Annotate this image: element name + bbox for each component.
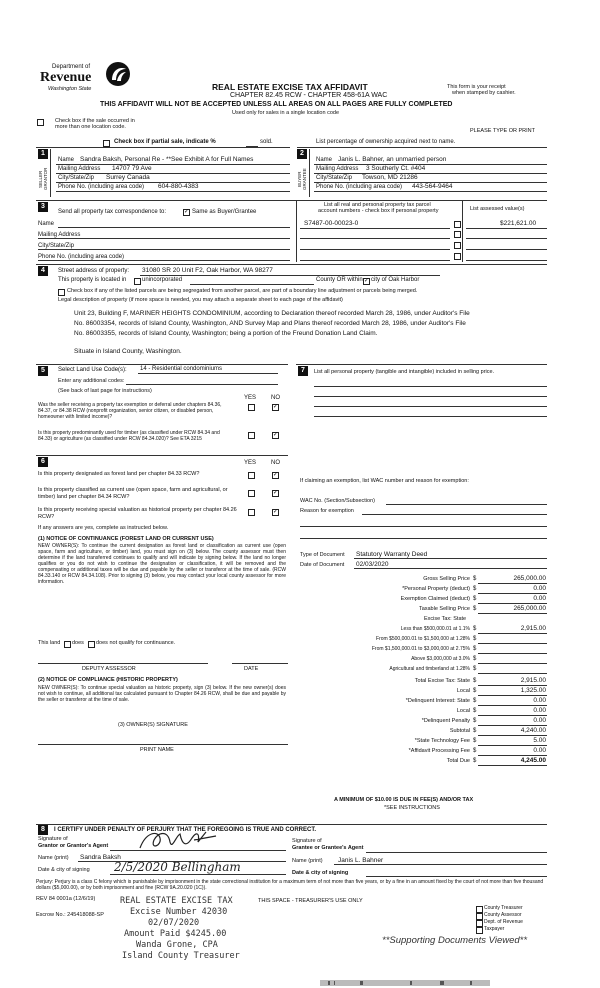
s5-question-1: Was the seller receiving a property tax exemption or deferral under chapters 84.36, 84.37, or 84.38 RCW (nonprofit organization, senior citizen, or disabled person, homeowner with limited income)? [38, 402, 222, 420]
same-as-buyer-label: Same as Buyer/Grantee [192, 209, 257, 215]
dor-logo [38, 64, 138, 96]
tax-row-value[interactable]: 265,000.00 [513, 605, 546, 612]
please-type-note: PLEASE TYPE OR PRINT [470, 128, 536, 134]
seller-phone[interactable]: 604-880-4383 [158, 183, 199, 190]
stamp-line-3: 02/07/2020 [148, 918, 200, 928]
tax-row-label: *Delinquent Interest: State [405, 698, 470, 704]
barcode-strip [320, 980, 490, 986]
buyer-mailing[interactable]: 3 Southerly Ct. #404 [366, 165, 426, 172]
tax-row-label: Subtotal [449, 728, 470, 734]
tax-row-label: Total Excise Tax: State [414, 678, 470, 684]
grantee-date-city-label: Date & city of signing [292, 870, 349, 876]
seller-city-label: City/State/Zip [58, 175, 95, 181]
supporting-docs-note: **Supporting Documents Viewed** [382, 935, 528, 946]
street-address-label: Street address of property: [58, 268, 130, 274]
buyer-mailing-label: Mailing Address [316, 166, 359, 172]
tax-row-label: Local [456, 708, 470, 714]
parcel-header-2: account numbers - check box if personal property [318, 208, 439, 214]
seller-mailing-label: Mailing Address [58, 166, 101, 172]
s5-no-header: NO [271, 395, 280, 401]
tax-row-label: Exemption Claimed (deduct) [400, 596, 470, 602]
grantor-signature-image [136, 826, 226, 854]
s6-if-yes: If any answers are yes, complete as instructed below. [38, 525, 169, 531]
same-as-buyer-checkbox[interactable]: ✓ [184, 209, 190, 215]
assessed-value[interactable]: $221,621.00 [500, 220, 537, 227]
stamp-line-5: Wanda Grone, CPA [136, 940, 218, 950]
doc-date[interactable]: 02/03/2020 [356, 561, 389, 568]
owner-signature-label: (3) OWNER(S) SIGNATURE [118, 722, 188, 728]
buyer-city[interactable]: Towson, MD 21286 [362, 174, 418, 181]
see-instructions-note: *SEE INSTRUCTIONS [384, 805, 440, 811]
tax-row-dollar: $ [473, 698, 477, 704]
escrow-number: Escrow No.: 245418088-SP [36, 912, 104, 918]
tax-row-dollar: $ [473, 666, 477, 672]
dist-county-assessor-checkbox[interactable] [476, 913, 483, 920]
tax-row-label: Agricultural and timberland at 1.28% [389, 666, 470, 672]
tax-row-label: *Personal Property (deduct) [402, 586, 470, 592]
minimum-due-note: A MINIMUM OF $10.00 IS DUE IN FEE(S) AND/OR TAX [334, 797, 474, 803]
tax-row-dollar: $ [473, 626, 477, 632]
send-correspondence-label: Send all property tax correspondence to: [58, 209, 167, 215]
form-warning: THIS AFFIDAVIT WILL NOT BE ACCEPTED UNLESS ALL AREAS ON ALL PAGES ARE FULLY COMPLETED [100, 101, 453, 108]
tax-row-label: Above $3,000,000 at 3.0% [411, 656, 470, 662]
s6-question-1: Is this property designated as forest land per chapter 84.33 RCW? [38, 471, 200, 477]
receipt-note-2: when stamped by cashier. [452, 90, 516, 96]
certify-statement: I CERTIFY UNDER PENALTY OF PERJURY THAT THE FOREGOING IS TRUE AND CORRECT. [54, 827, 317, 833]
s6-q2-yes-checkbox[interactable] [248, 490, 255, 497]
tax-row-dollar: $ [473, 596, 477, 602]
seller-mailing[interactable]: 14707 79 Ave [112, 165, 152, 172]
partial-sale-label: Check box if partial sale, indicate % [114, 139, 216, 145]
grantor-name-print-label: Name (print) [38, 855, 69, 861]
parcel-1-personal-checkbox[interactable] [454, 221, 461, 228]
form-subtitle: CHAPTER 82.45 RCW - CHAPTER 458-61A WAC [230, 92, 388, 99]
tax-row-value[interactable]: 0.00 [533, 697, 546, 704]
tax-city-label: City/State/Zip [38, 243, 75, 249]
city-of-label: city of Oak Harbor [371, 277, 420, 283]
parcel-4-personal-checkbox[interactable] [454, 253, 461, 260]
ownership-note: List percentage of ownership acquired next to name. [316, 139, 456, 145]
unincorporated-label: unincorporated [142, 277, 183, 283]
tax-row-value[interactable]: 0.00 [533, 717, 546, 724]
notice1-title: (1) NOTICE OF CONTINUANCE (FOREST LAND OR CURRENT USE) [38, 536, 214, 542]
grantee-sig-label-2: Grantee or Grantee's Agent [292, 845, 364, 851]
receipt-note-1: This form is your receipt [447, 84, 506, 90]
tax-row-dollar: $ [473, 708, 477, 714]
buyer-name-label: Name [316, 157, 333, 163]
tax-row-dollar: $ [473, 646, 477, 652]
tax-row-value[interactable]: 0.00 [533, 707, 546, 714]
grantee-name-print-label: Name (print) [292, 858, 323, 864]
buyer-phone-label: Phone No. (including area code) [316, 184, 403, 190]
this-land-label: This land [38, 640, 61, 646]
personal-property-label: List all personal property (tangible and intangible) included in selling price. [314, 369, 495, 375]
does-not-qualify-checkbox[interactable] [88, 641, 95, 648]
exemption-claim-label: If claiming an exemption, list WAC number and reason for exemption: [300, 478, 469, 484]
reason-label: Reason for exemption [300, 508, 354, 514]
doc-date-label: Date of Document [300, 562, 345, 568]
legal-line-2: No. 86003354, records of Island County, Washington, AND Survey Map and Plans thereof recorded March 28, 1986, under Auditor's File [74, 320, 466, 327]
multi-location-checkbox[interactable] [37, 119, 44, 126]
s6-q1-no-checkbox[interactable]: ✓ [273, 472, 279, 478]
multi-location-label-1: Check box if the sale occurred in [55, 118, 135, 124]
dist-taxpayer: Taxpayer [484, 926, 505, 932]
buyer-name[interactable]: Janis L. Bahner, an unmarried person [338, 156, 447, 163]
s5-q1-yes-checkbox[interactable] [248, 404, 255, 411]
dist-taxpayer-checkbox[interactable] [476, 927, 483, 934]
does-not-label: does not qualify for continuance. [96, 640, 176, 646]
seller-name-label: Name [58, 157, 75, 163]
tax-row-dollar: $ [473, 586, 477, 592]
treasurer-use-label: THIS SPACE - TREASURER'S USE ONLY [258, 898, 363, 904]
stamp-line-2: Excise Number 42030 [130, 907, 228, 917]
legal-line-3: No. 86003355, records of Island County, Washington; being a portion of the Freund Donation Land Claim. [74, 330, 378, 337]
doc-type[interactable]: Statutory Warranty Deed [356, 551, 428, 558]
s5-yes-header: YES [244, 395, 257, 401]
rev-number: REV 84 0001a (12/6/19) [36, 896, 96, 902]
tax-row-dollar: $ [473, 656, 477, 662]
notice2-title: (2) NOTICE OF COMPLIANCE (HISTORIC PROPERTY) [38, 677, 178, 683]
stamp-line-6: Island County Treasurer [122, 951, 240, 961]
additional-codes-label: Enter any additional codes: [58, 378, 125, 384]
buyer-city-label: City/State/Zip [316, 175, 353, 181]
multi-location-label-2: more than one location code. [55, 124, 126, 130]
s5-question-2: Is this property predominantly used for timber (as classified under RCW 84.34 and 84.33) or agriculture (as classified under RCW 84.34.020)? See ETA 3215 [38, 430, 220, 442]
tax-row-label: Gross Selling Price [423, 576, 470, 582]
tax-row-label: Taxable Selling Price [418, 606, 470, 612]
tax-row-value[interactable]: 4,245.00 [520, 757, 546, 764]
grantor-sig-label-1: Signature of [38, 836, 68, 842]
parcel-number[interactable]: S7487-00-00023-0 [304, 220, 359, 227]
seller-side-label: SELLER GRANTOR [38, 167, 48, 191]
dept-line-1: Department of [52, 64, 91, 70]
within-city-checkbox[interactable]: ✓ [364, 278, 370, 284]
located-label: This property is located in [58, 277, 127, 283]
perjury-notice: Perjury: Perjury is a class C felony which is punishable by imprisonment in the state correctional institution for a maximum term of not more than five years, or by a fine in an amount fixed by the court of not more than five thousand dollars ($5,000.00), or by both imprisonment and fine (RCW 9A.20.020 (1C)). [36, 879, 544, 891]
tax-row-label: From $1,500,000.01 to $3,000,000 at 2.75% [371, 646, 470, 652]
partial-sale-checkbox[interactable] [103, 140, 110, 147]
notice2-text: NEW OWNER(S): To continue special valuation as historic property, sign (3) below. If the new owner(s) does not wish to continue, all additional tax calculated pursuant to Chapter 84.26 RCW, shall be due and payable by the seller or transferor at the time of sale. [38, 685, 286, 703]
tax-row-value[interactable]: 5.00 [533, 737, 546, 744]
stamp-line-4: Amount Paid $4245.00 [124, 929, 227, 939]
tax-row-dollar: $ [473, 678, 477, 684]
dist-county-treasurer: County Treasurer [484, 905, 523, 911]
tax-row-value[interactable]: 1,325.00 [520, 687, 546, 694]
s6-question-3: Is this property receiving special valuation as historical property per chapter 84.26 RCW? [38, 507, 237, 520]
grantor-date-city-label: Date & city of signing [38, 867, 90, 873]
segregated-label: Check box if any of the listed parcels are being segregated from another parcel, are part of a boundary line adjustment or parcels being merged. [67, 288, 418, 294]
tax-row-label: Local [456, 688, 470, 694]
parcel-header-1: List all real and personal property tax parcel [324, 202, 431, 208]
legal-line-1: Unit 23, Building F, MARINER HEIGHTS CONDOMINIUM, according to Declaration thereof recorded March 28, 1986, under Auditor's File [74, 310, 470, 317]
doc-type-label: Type of Document [300, 552, 345, 558]
dist-dept-revenue-checkbox[interactable] [476, 920, 483, 927]
s6-q3-yes-checkbox[interactable] [248, 509, 255, 516]
dist-county-treasurer-checkbox[interactable] [476, 906, 483, 913]
tax-row-value[interactable]: 2,915.00 [520, 625, 546, 632]
tax-row-label: *Affidavit Processing Fee [408, 748, 470, 754]
s6-question-2: Is this property classified as current use (open space, farm and agricultural, or timber) land per chapter 84.34 RCW? [38, 487, 228, 500]
form-title: REAL ESTATE EXCISE TAX AFFIDAVIT [212, 82, 368, 92]
s5-q2-no-checkbox[interactable]: ✓ [273, 432, 279, 438]
tax-row-dollar: $ [473, 748, 477, 754]
s6-q3-no-checkbox[interactable]: ✓ [273, 509, 279, 515]
grantor-date-city[interactable]: 2/5/2020 Bellingham [114, 860, 241, 874]
dept-line-2: Revenue [40, 70, 92, 85]
section-5-number: 5 [38, 366, 48, 376]
dist-dept-revenue: Dept. of Revenue [484, 919, 523, 925]
notice1-text: NEW OWNER(S): To continue the current designation as forest land or classification as current use (open space, farm and agriculture, or timber) land, you must sign on (3) below. The county assessor must then determine if the land transferred continues to qualify and will indicate by signing below. If the land no longer qualifies or you do not wish to continue the designation or classification, it will be removed and the compensating or additional taxes will be due and payable by the seller or transferor at the time of sale. (RCW 84.33.140 or RCW 84.34.108). Prior to signing (3) below, you may contact your local county assessor for more information. [38, 543, 286, 585]
buyer-phone[interactable]: 443-564-9464 [412, 183, 453, 190]
assessed-header: List assessed value(s) [470, 206, 525, 212]
tax-row-label: *Delinquent Penalty [421, 718, 470, 724]
section-4-number: 4 [38, 266, 48, 276]
tax-row-value[interactable]: 265,000.00 [513, 575, 546, 582]
tax-row-value[interactable]: 2,915.00 [520, 677, 546, 684]
s6-no-header: NO [271, 460, 280, 466]
dor-logo-icon [104, 60, 132, 88]
assessor-date-label: DATE [244, 666, 259, 672]
land-use-code[interactable]: 14 - Residential condominiums [140, 366, 223, 372]
buyer-side-label: BUYER GRANTEE [297, 168, 307, 190]
seller-name[interactable]: Sandra Baksh, Personal Re - **See Exhibit A for Full Names [80, 156, 254, 163]
deputy-assessor-label: DEPUTY ASSESSOR [82, 666, 136, 672]
grantee-sig-label-1: Signature of [292, 838, 322, 844]
grantor-name-print[interactable]: Sandra Baksh [80, 854, 121, 861]
parcel-2-personal-checkbox[interactable] [454, 231, 461, 238]
tax-row-label: Less than $500,000.01 at 1.1% [400, 626, 470, 632]
tax-row-value[interactable]: 0.00 [533, 595, 546, 602]
tax-row-dollar: $ [473, 728, 477, 734]
s5-q2-yes-checkbox[interactable] [248, 432, 255, 439]
s5-q1-no-checkbox[interactable]: ✓ [273, 404, 279, 410]
tax-row-dollar: $ [473, 606, 477, 612]
see-back-label: (See back of last page for instructions) [58, 388, 152, 394]
single-location-note: Used only for sales in a single location code [232, 110, 340, 116]
seller-city[interactable]: Surrey Canada [106, 174, 150, 181]
tax-row-value[interactable]: 0.00 [533, 585, 546, 592]
section-2-number: 2 [297, 149, 307, 159]
tax-row-dollar: $ [473, 688, 477, 694]
tax-row-label: *State Technology Fee [414, 738, 470, 744]
section-6-number: 6 [38, 457, 48, 467]
s6-q1-yes-checkbox[interactable] [248, 472, 255, 479]
tax-row-dollar: $ [473, 738, 477, 744]
tax-mailing-label: Mailing Address [38, 232, 81, 238]
print-name-label: PRINT NAME [140, 747, 174, 753]
section-3-number: 3 [38, 202, 48, 212]
tax-row-label: From $500,000.01 to $1,500,000 at 1.28% [376, 636, 470, 642]
s6-yes-header: YES [244, 460, 257, 466]
partial-sold-label: sold. [260, 139, 273, 145]
section-8-number: 8 [38, 825, 48, 835]
seller-phone-label: Phone No. (including area code) [58, 184, 145, 190]
parcel-3-personal-checkbox[interactable] [454, 242, 461, 249]
does-label: does [72, 640, 84, 646]
segregated-checkbox[interactable] [58, 289, 65, 296]
excise-tax-header: Excise Tax: State [424, 616, 467, 622]
tax-row-dollar: $ [473, 758, 477, 764]
section-1-number: 1 [38, 149, 48, 159]
dist-county-assessor: County Assessor [484, 912, 522, 918]
legal-description-label: Legal description of property (if more space is needed, you may attach a separate sheet to each page of the affidavit) [58, 297, 343, 303]
tax-row-dollar: $ [473, 576, 477, 582]
land-use-label: Select Land Use Code(s): [58, 367, 127, 373]
does-qualify-checkbox[interactable] [64, 641, 71, 648]
county-or-city-label: County OR within [316, 277, 363, 283]
tax-phone-label: Phone No. (including area code) [38, 254, 125, 260]
tax-row-value[interactable]: 0.00 [533, 747, 546, 754]
tax-name-label: Name [38, 221, 55, 227]
tax-row-dollar: $ [473, 718, 477, 724]
section-7-number: 7 [298, 366, 308, 376]
tax-row-label: Total Due [446, 758, 470, 764]
s6-q2-no-checkbox[interactable]: ✓ [273, 490, 279, 496]
wac-label: WAC No. (Section/Subsection) [300, 498, 375, 504]
grantor-sig-label-2: Grantor or Grantor's Agent [38, 843, 109, 849]
tax-row-dollar: $ [473, 636, 477, 642]
legal-line-4: Situate in Island County, Washington. [74, 348, 182, 355]
street-address[interactable]: 31080 SR 20 Unit F2, Oak Harbor, WA 98277 [142, 267, 273, 274]
grantee-name-print[interactable]: Janis L. Bahner [338, 857, 384, 864]
unincorporated-checkbox[interactable] [134, 278, 141, 285]
tax-row-value[interactable]: 4,240.00 [520, 727, 546, 734]
stamp-line-1: REAL ESTATE EXCISE TAX [120, 896, 233, 906]
dept-line-3: Washington State [48, 86, 92, 92]
